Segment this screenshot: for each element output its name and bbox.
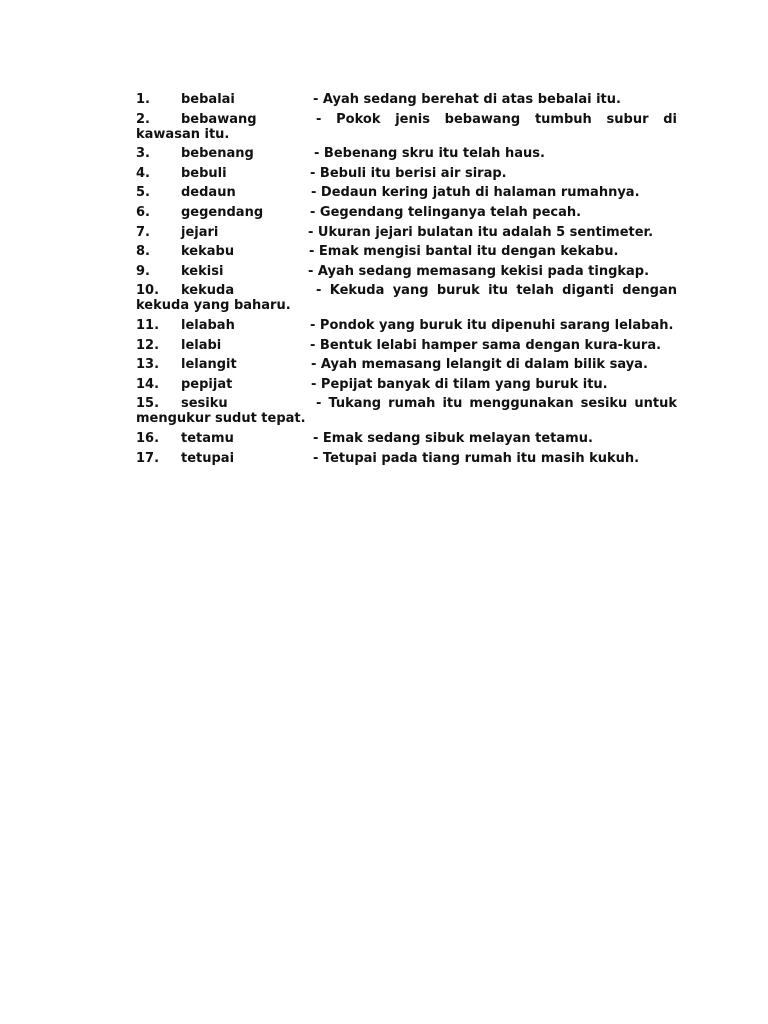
item-word: lelabi: [181, 337, 222, 353]
list-item: [136, 396, 677, 426]
item-word: jejari: [181, 224, 219, 240]
item-sentence: - Pepijat banyak di tilam yang buruk itu.: [311, 376, 608, 392]
item-number: 10.: [136, 283, 160, 299]
list-item: [136, 431, 677, 446]
item-number: 2.: [136, 111, 150, 127]
list-item: [136, 185, 677, 200]
item-sentence: - Bebenang skru itu telah haus.: [314, 146, 545, 162]
item-word: dedaun: [181, 185, 236, 201]
item-number: 17.: [136, 450, 160, 466]
item-number: 14.: [136, 376, 160, 392]
item-number: 3.: [136, 146, 150, 162]
list-item: [136, 357, 677, 372]
item-word: kekisi: [181, 263, 224, 279]
list-item: [136, 92, 677, 107]
list-item: [136, 166, 677, 181]
item-word: gegendang: [181, 204, 264, 220]
item-word: sesiku: [181, 396, 228, 412]
item-number: 13.: [136, 357, 160, 373]
list-item: [136, 146, 677, 161]
item-word: bebalai: [181, 92, 235, 107]
item-sentence: - Tetupai pada tiang rumah itu masih kukuh.: [313, 450, 640, 466]
list-item: [136, 283, 677, 313]
item-number: 7.: [136, 224, 150, 240]
list-item: [136, 264, 677, 279]
item-word: tetupai: [181, 450, 235, 466]
item-word: bebenang: [181, 146, 254, 162]
item-word: kekuda: [181, 283, 235, 299]
item-sentence: - Ayah sedang memasang kekisi pada tingkap.: [308, 263, 650, 279]
item-sentence: - Emak sedang sibuk melayan tetamu.: [313, 430, 593, 446]
list-item: [136, 338, 677, 353]
list-item: [136, 112, 677, 142]
item-sentence: - Pokok jenis bebawang tumbuh subur di kawasan itu.: [136, 111, 677, 142]
item-sentence: - Bentuk lelabi hamper sama dengan kura-kura.: [310, 337, 662, 353]
item-word: tetamu: [181, 430, 234, 446]
item-number: 5.: [136, 185, 150, 201]
list-item: [136, 244, 677, 259]
item-number: 11.: [136, 317, 160, 333]
item-sentence: - Ayah memasang lelangit di dalam bilik saya.: [311, 357, 648, 373]
item-number: 4.: [136, 165, 150, 181]
item-word: kekabu: [181, 244, 235, 260]
word-list: [136, 92, 677, 470]
list-item: [136, 205, 677, 220]
item-sentence: - Kekuda yang buruk itu telah diganti dengan kekuda yang baharu.: [136, 283, 677, 314]
item-sentence: - Pondok yang buruk itu dipenuhi sarang lelabah.: [310, 317, 674, 333]
item-word: bebawang: [181, 111, 257, 127]
item-word: bebuli: [181, 165, 227, 181]
item-word: lelabah: [181, 317, 235, 333]
item-sentence: - Emak mengisi bantal itu dengan kekabu.: [309, 244, 619, 260]
list-item: [136, 318, 677, 333]
item-word: lelangit: [181, 357, 237, 373]
item-sentence: - Bebuli itu berisi air sirap.: [310, 165, 507, 181]
item-number: 16.: [136, 430, 160, 446]
list-item: [136, 377, 677, 392]
item-number: 1.: [136, 92, 150, 107]
item-number: 12.: [136, 337, 160, 353]
item-number: 6.: [136, 204, 150, 220]
item-number: 15.: [136, 396, 160, 412]
list-item: [136, 451, 677, 466]
list-item: [136, 225, 677, 240]
item-number: 8.: [136, 244, 150, 260]
item-sentence: - Ukuran jejari bulatan itu adalah 5 sentimeter.: [308, 224, 654, 240]
item-word: pepijat: [181, 376, 233, 392]
item-sentence: - Dedaun kering jatuh di halaman rumahnya.: [311, 185, 640, 201]
item-sentence: - Ayah sedang berehat di atas bebalai itu.: [313, 92, 621, 107]
item-sentence: - Gegendang telinganya telah pecah.: [310, 204, 582, 220]
item-sentence: - Tukang rumah itu menggunakan sesiku untuk mengukur sudut tepat.: [136, 396, 677, 427]
item-number: 9.: [136, 263, 150, 279]
